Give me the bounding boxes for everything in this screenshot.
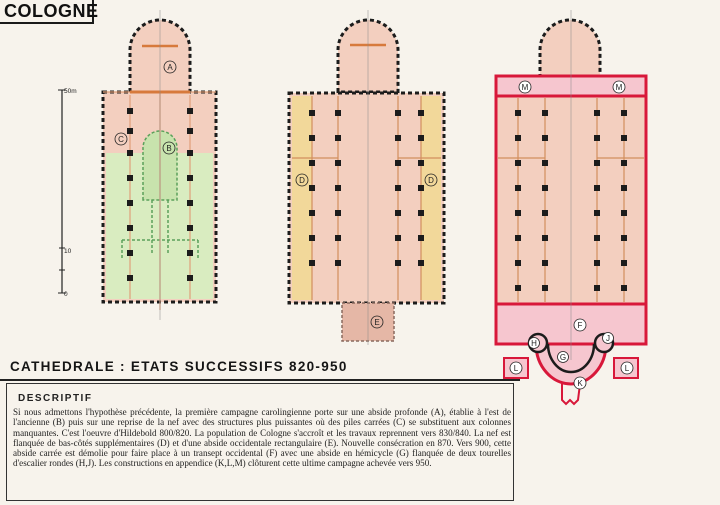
scale-label-mid: 10: [64, 248, 72, 255]
label-m-left: M: [521, 83, 529, 92]
caption-title: CATHEDRALE : ETATS SUCCESSIFS 820-950: [10, 359, 348, 374]
label-l-right: L: [624, 364, 630, 373]
plan-1: [103, 10, 216, 320]
label-k: K: [577, 379, 583, 388]
plan-3: [496, 10, 646, 404]
label-b: B: [166, 144, 172, 153]
label-h: H: [531, 339, 537, 348]
label-c: C: [118, 135, 124, 144]
plan-2: [289, 10, 444, 345]
label-f: F: [577, 321, 583, 330]
label-g: G: [559, 353, 567, 362]
label-d-right: D: [428, 176, 434, 185]
description-heading: DESCRIPTIF: [18, 393, 93, 404]
label-l-left: L: [513, 364, 519, 373]
header-title: COLOGNE: [0, 0, 94, 24]
description-text: Si nous admettons l'hypothèse précédente, la première campagne carolingienne porte sur une abside profonde (A), établie à l'est de l'ancienne (B) puis sur une reprise de la nef avec des structures plus puissantes où des piles carrées (C) se substituent aux colonnes manquantes. C'est l'oeuvre d'Hildebold 800/820. La population de Cologne s'accroît et les travaux reprennent vers 830/840. La nef est flanquée de bas-côtés supplémentaires (D) et d'une abside occidentale rectangulaire (E). Nouvelle consécration en 870. Vers 900, cette abside carrée est démolie pour faire place à un transept occidental (F) avec une abside en hémicycle (G) flanquée de deux tourelles d'escalier rondes (H,J). Les constructions en appendice (K,L,M) clôturent cette ultime campagne achevée vers 950.: [13, 407, 511, 469]
label-m-right: M: [615, 83, 623, 92]
label-j: J: [606, 334, 610, 343]
label-d-left: D: [299, 176, 305, 185]
caption-rule: [0, 379, 520, 381]
scale-label-bottom: 0: [64, 291, 68, 298]
label-e: E: [374, 318, 380, 327]
label-a: A: [167, 63, 173, 72]
scale-label-top: 50m: [64, 88, 77, 95]
